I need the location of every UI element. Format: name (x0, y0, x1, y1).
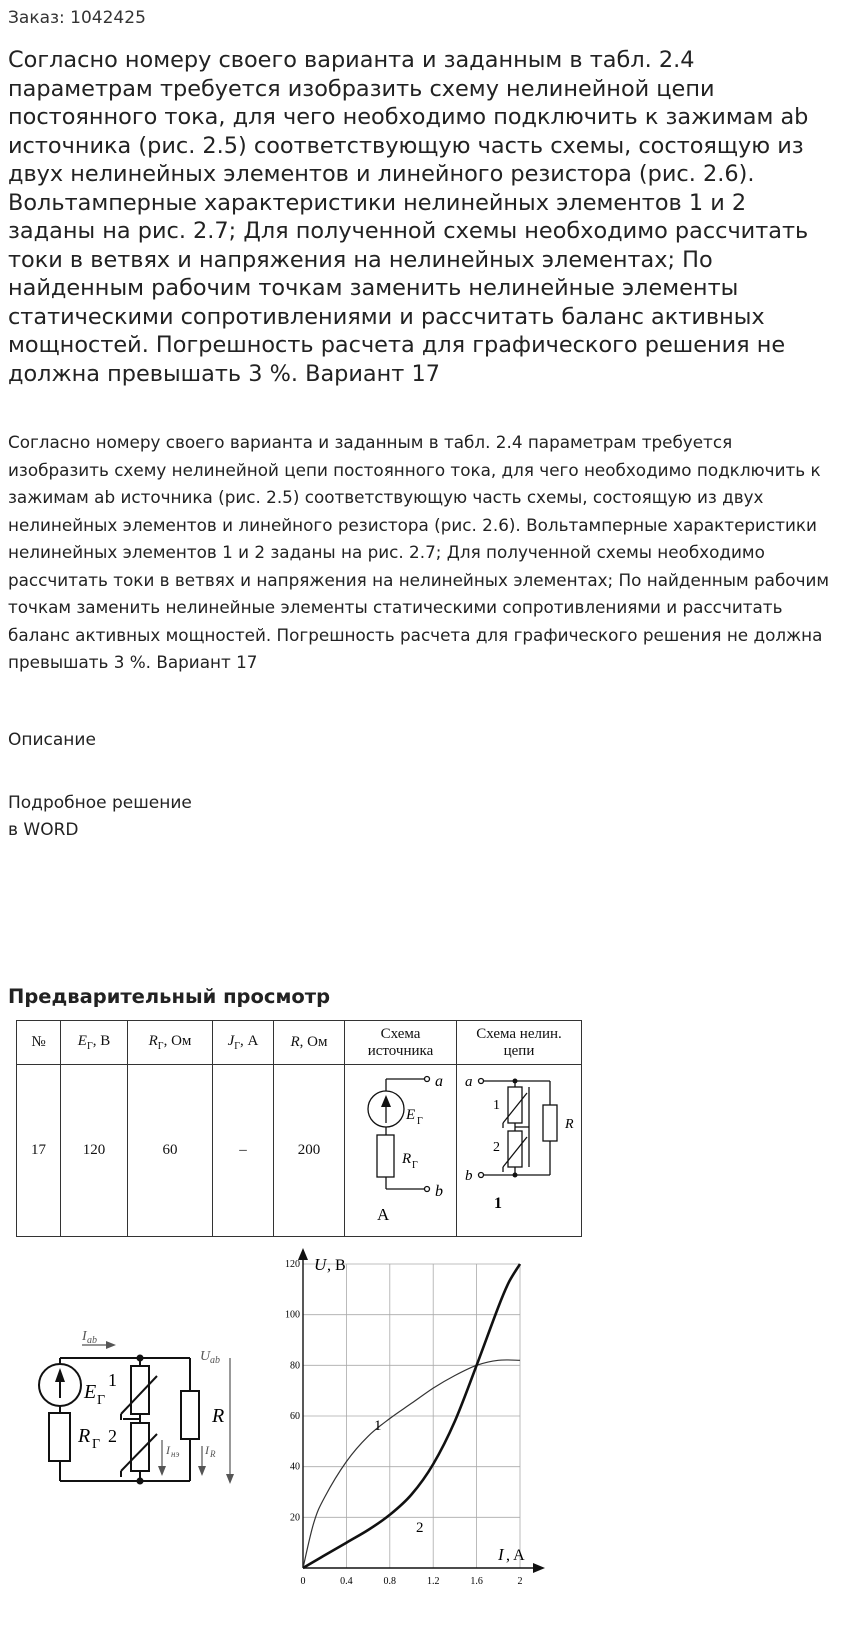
series-label-1: 1 (374, 1418, 382, 1434)
cell-j: – (213, 1065, 274, 1237)
circuit-element-2-label: 2 (108, 1426, 117, 1446)
y-tick-label: 20 (290, 1512, 300, 1524)
nl-scheme-caption: 1 (494, 1195, 502, 1212)
th-j: $J_Г$, А (213, 1021, 274, 1065)
u-ab-sub-label: ab (210, 1355, 220, 1366)
product-text: Согласно номеру своего варианта и заданным в табл. 2.4 параметрам требуется изобразить схему нелинейной цепи постоянного тока, для чего необходимо подключить к зажимам ab источника (рис. 2.5) соответствующую часть схемы, состоящую из двух нелинейных элементов и линейного резистора (рис. 2.6). Вольтамперные характеристики нелинейных элементов 1 и 2 заданы на рис. 2.7; Для полученной схемы необходимо рассчитать токи в ветвях и напряжения на нелинейных элементах; По найденным рабочим точкам заменить нелинейные элементы статическими сопротивлениями и рассчитать баланс активных мощностей. Погрешность расчета для графического решения не должна превышать 3 %. Вариант 17 (8, 432, 830, 672)
nl-element-1-label: 1 (493, 1098, 500, 1113)
table-row (17, 1065, 582, 1237)
i-ne-arrow-icon (158, 1466, 166, 1476)
i-r-label: I (205, 1443, 209, 1457)
x-tick-label: 1.6 (470, 1576, 483, 1587)
iv-characteristics-chart (268, 1248, 563, 1593)
series-line-1 (303, 1360, 520, 1568)
x-axis-arrow-icon (533, 1563, 545, 1573)
table-header-row (17, 1021, 582, 1065)
circuit-emf-sub-label: Г (97, 1393, 106, 1408)
cell-r: 60 (128, 1065, 213, 1237)
y-tick-label: 60 (290, 1411, 300, 1422)
cell-nl-scheme (457, 1065, 582, 1237)
solution-line-1: Подробное решение (8, 793, 192, 813)
i-r-sub-label: R (210, 1449, 216, 1459)
circuit-src-resistor-label: R (78, 1425, 91, 1447)
i-ne-sub-label: нэ (171, 1449, 180, 1459)
cell-num: 17 (17, 1065, 61, 1237)
i-ab-arrow-icon (106, 1341, 116, 1349)
y-axis-label-unit: , В (327, 1257, 346, 1274)
source-arrow-icon (381, 1095, 391, 1107)
full-circuit-diagram (30, 1318, 255, 1528)
cell-rr: 200 (274, 1065, 345, 1237)
order-number: Заказ: 1042425 (8, 8, 146, 28)
preview-heading: Предварительный просмотр (8, 985, 331, 1008)
circuit-src-resistor-sub-label: Г (92, 1437, 101, 1452)
src-resistor-sub-label: Г (412, 1160, 418, 1171)
parameters-table (16, 1020, 582, 1237)
circuit-resistor-label: R (212, 1405, 225, 1427)
th-num: № (17, 1021, 61, 1065)
solution-line-2: в WORD (8, 820, 79, 840)
th-nl-scheme: Схема нелин. цепи (457, 1021, 582, 1065)
circuit-source-arrow-icon (55, 1368, 65, 1382)
nl-terminal-a-label: a (465, 1074, 473, 1090)
terminal-b-label: b (435, 1183, 443, 1200)
emf-label: E (406, 1107, 416, 1123)
source-scheme-caption: A (377, 1205, 390, 1224)
y-tick-label: 40 (290, 1461, 300, 1473)
i-ab-sub-label: ab (87, 1335, 97, 1346)
x-tick-label: 2 (517, 1576, 523, 1587)
x-axis-label-var: I (498, 1545, 504, 1564)
description-heading: Описание (8, 730, 96, 750)
terminal-a-label: a (435, 1073, 443, 1090)
cell-source-scheme (345, 1065, 457, 1237)
source-scheme-diagram (345, 1065, 456, 1231)
x-tick-label: 0.4 (340, 1576, 353, 1587)
nl-scheme-diagram (457, 1065, 581, 1231)
y-axis-label-var: U (314, 1255, 327, 1274)
y-tick-label: 120 (285, 1259, 300, 1270)
u-ab-arrow-icon (226, 1474, 234, 1484)
th-source-scheme: Схема источника (345, 1021, 457, 1065)
u-ab-label: U (200, 1349, 211, 1364)
cell-e: 120 (61, 1065, 128, 1237)
nl-element-2-label: 2 (493, 1140, 500, 1155)
series-label-2: 2 (416, 1520, 424, 1536)
circuit-element-1-label: 1 (108, 1370, 117, 1390)
x-tick-label: 0 (300, 1576, 306, 1587)
i-ab-label: I (82, 1329, 87, 1344)
nl-terminal-b-label: b (465, 1168, 473, 1184)
circuit-emf-label: E (84, 1381, 97, 1403)
emf-sub-label: Г (417, 1116, 423, 1127)
i-r-arrow-icon (198, 1466, 206, 1476)
i-ne-label: I (166, 1443, 170, 1457)
product-title: Согласно номеру своего варианта и заданным в табл. 2.4 параметрам требуется изобразить схему нелинейной цепи постоянного тока, для чего необходимо подключить к зажимам ab источника (рис. 2.5) соответствующую часть схемы, состоящую из двух нелинейных элементов и линейного резистора (рис. 2.6). Вольтамперные характеристики нелинейных элементов 1 и 2 заданы на рис. 2.7; Для полученной схемы необходимо рассчитать токи в ветвях и напряжения на нелинейных элементах; По найденным рабочим точкам заменить нелинейные элементы статическими сопротивлениями и рассчитать баланс активных мощностей. Погрешность расчета для графического решения не должна превышать 3 %. Вариант 17 (8, 47, 809, 387)
x-axis-label-unit: , A (506, 1547, 525, 1564)
y-tick-label: 100 (285, 1309, 300, 1321)
y-tick-label: 80 (290, 1360, 300, 1372)
th-r: $R_Г$, Ом (128, 1021, 213, 1065)
nl-resistor-label: R (565, 1117, 574, 1132)
x-tick-label: 1.2 (426, 1576, 440, 1587)
src-resistor-label: R (402, 1151, 412, 1167)
x-tick-label: 0.8 (383, 1576, 397, 1587)
th-rr: R, Ом (274, 1021, 345, 1065)
th-e: $E_Г$, В (61, 1021, 128, 1065)
